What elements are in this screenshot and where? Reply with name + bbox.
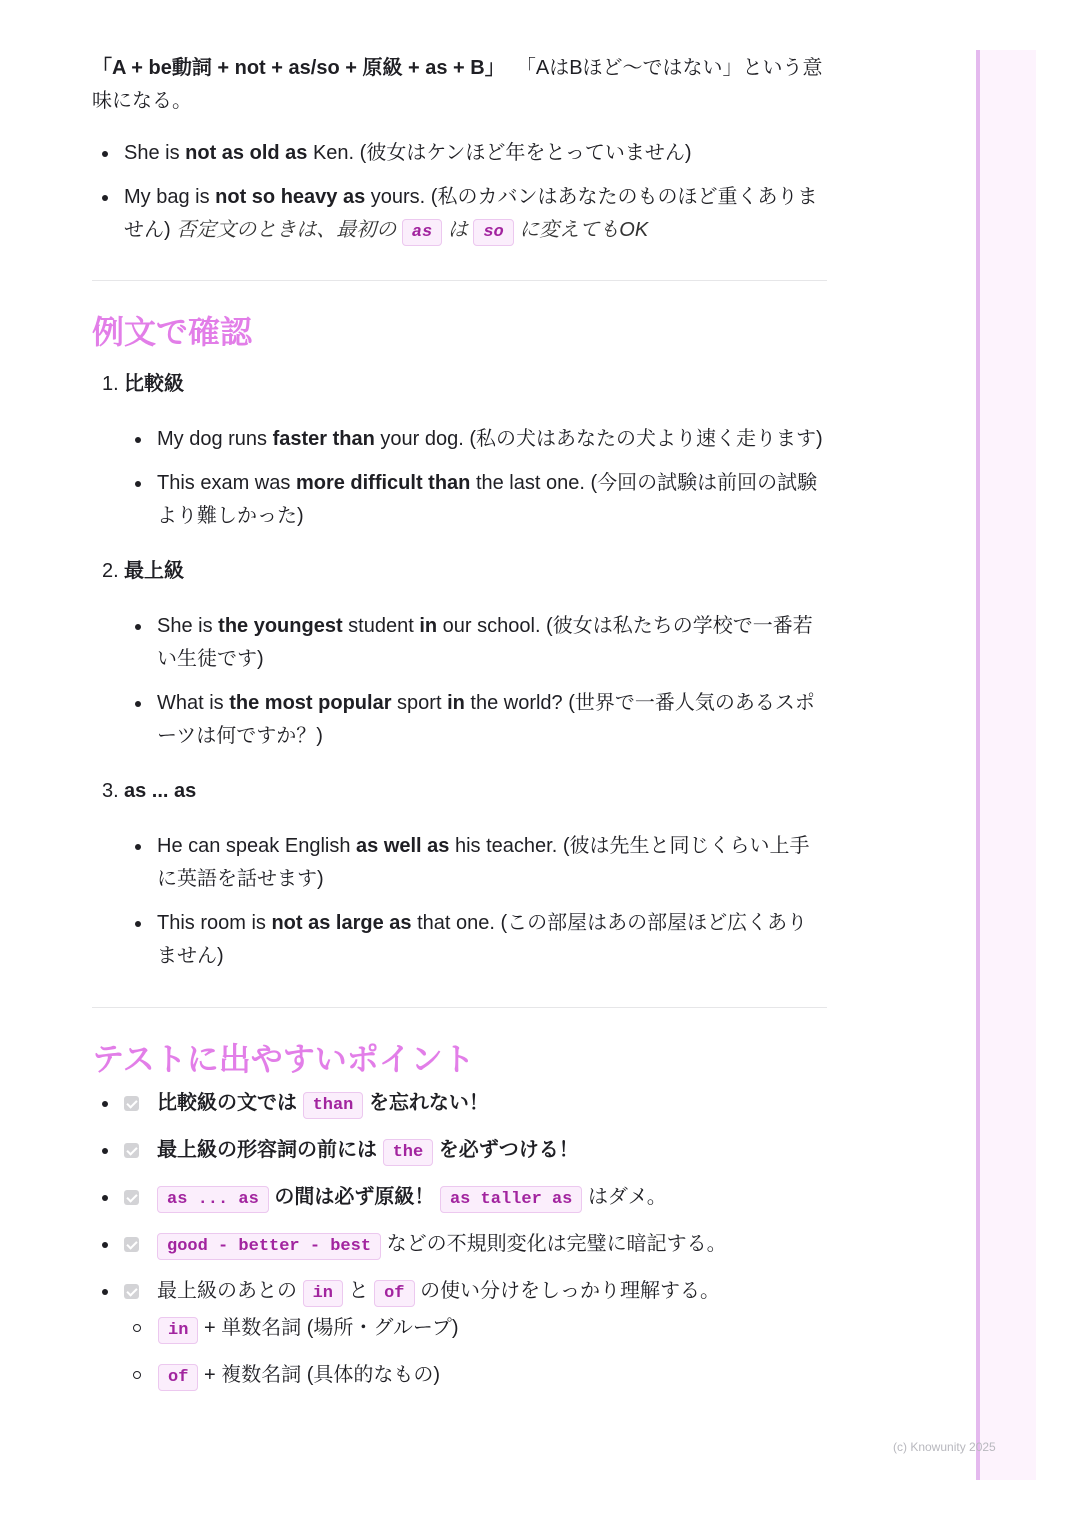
divider [92,280,827,281]
code-so: so [473,219,513,246]
checkbox-checked-icon[interactable] [124,1190,139,1205]
list-item: He can speak English as well as his teacher. (彼は先生と同じくらい上手に英語を話せます) [125,830,827,896]
footer-copyright: (c) Knowunity 2025 [893,1440,996,1454]
list-item: What is the most popular sport in the world? (世界で一番人気のあるスポーツは何ですか？) [125,687,827,753]
points-list [92,1087,827,1394]
checkbox-checked-icon[interactable] [124,1143,139,1158]
checkbox-checked-icon[interactable] [124,1284,139,1299]
point-item: good - better - best などの不規則変化は完璧に暗記する。 [92,1228,827,1263]
intro-paragraph [92,52,827,118]
point-item: 最上級の形容詞の前には the を必ずつける！ [92,1134,827,1169]
section-title-points: テストに出やすいポイント [92,1041,475,1077]
list-item: She is the youngest student in our school. (彼女は私たちの学校で一番若い生徒です) [125,610,827,676]
group-as-as: 3. as ... as He can speak English as well as his teacher. (彼は先生と同じくらい上手に英語を話せます) This room is not as large as that one. (この部屋はあの部屋ほど広くありません) [92,775,827,973]
sub-item: in + 単数名詞 (場所・グループ) [158,1312,827,1347]
point-item: as ... as の間は必ず原級！ as taller as はダメ。 [92,1181,827,1216]
list-item: This room is not as large as that one. (この部屋はあの部屋ほど広くありません) [125,907,827,973]
sub-list [124,1312,827,1394]
checkbox-checked-icon[interactable] [124,1237,139,1252]
checkbox-checked-icon[interactable] [124,1096,139,1111]
formula: 「A + be動詞 + not + as/so + 原級 + as + B」 [92,57,505,79]
point-item: 比較級の文では than を忘れない！ [92,1087,827,1122]
list-item: My bag is not so heavy as yours. (私のカバンはあなたのものほど重くありません) 否定文のときは、最初の as は so に変えてもOK [92,181,827,249]
intro-examples [92,137,827,249]
point-item: 最上級のあとの in と of の使い分けをしっかり理解する。 in + 単数名詞 (場所・グループ) of + 複数名詞 (具体的なもの) [92,1275,827,1394]
code-as: as [402,219,442,246]
list-item: She is not as old as Ken. (彼女はケンほど年をとっていません) [92,137,827,170]
list-item: My dog runs faster than your dog. (私の犬はあなたの犬より速く走ります) [125,423,827,456]
group-superlative: 2. 最上級 She is the youngest student in our school. (彼女は私たちの学校で一番若い生徒です) What is the most popular sport in the world? (世界で一番人気のあるスポーツは何ですか？) [92,555,827,753]
section-title-examples: 例文で確認 [92,314,253,350]
document-content [92,52,827,1394]
sub-item: of + 複数名詞 (具体的なもの) [158,1359,827,1394]
list-item: This exam was more difficult than the last one. (今回の試験は前回の試験より難しかった) [125,467,827,533]
sidebar-strip [976,50,1036,1480]
formula-meaning: 「AはBほど〜ではない」という意味になる。 [92,57,823,112]
divider [92,1007,827,1008]
group-comparative: 1. 比較級 My dog runs faster than your dog. (私の犬はあなたの犬より速く走ります) This exam was more difficult than the last one. (今回の試験は前回の試験より難しかった) [92,368,827,533]
